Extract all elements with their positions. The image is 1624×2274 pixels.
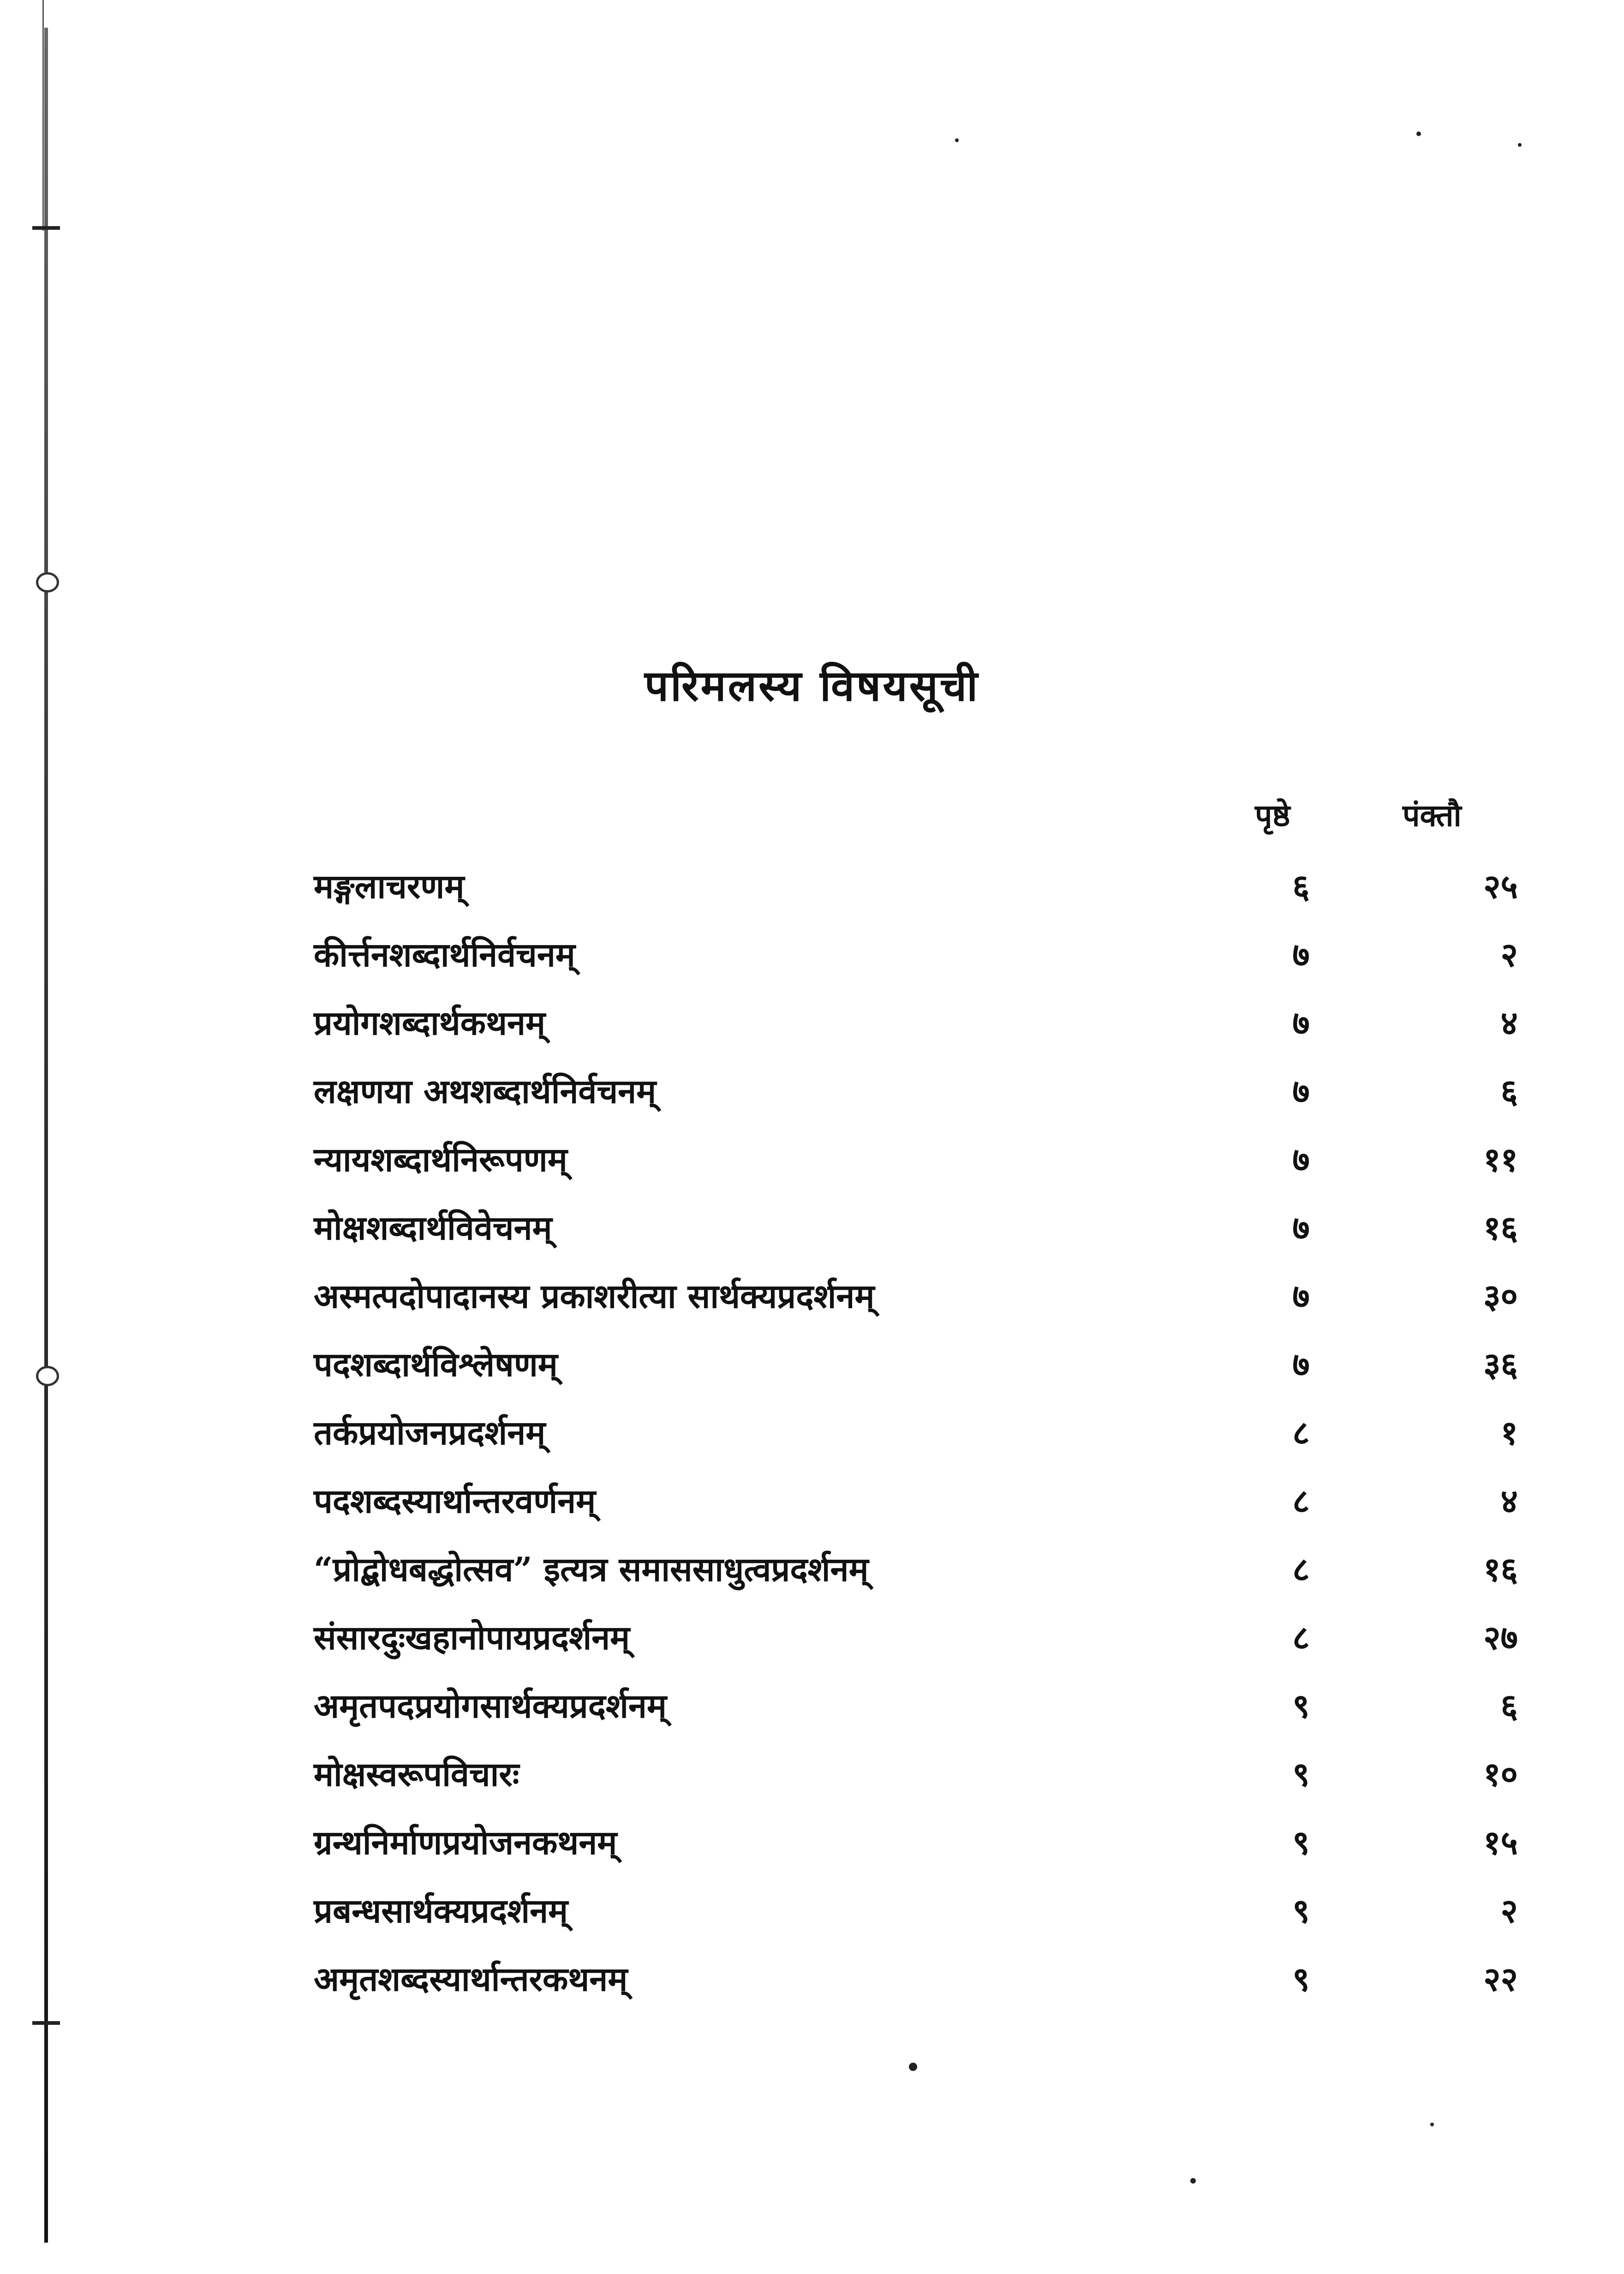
toc-page-number: ७ [1292, 1276, 1310, 1316]
toc-topic: संसारदुःखहानोपायप्रदर्शनम् [314, 1618, 630, 1657]
toc-page-number: ९ [1292, 1959, 1310, 1999]
page-column-header: पृष्ठे [1255, 797, 1290, 833]
toc-topic: प्रबन्धसार्थक्यप्रदर्शनम् [314, 1891, 568, 1930]
toc-page-number: ७ [1292, 935, 1310, 974]
toc-row [314, 1614, 1532, 1682]
toc-topic: ग्रन्थनिर्माणप्रयोजनकथनम् [314, 1823, 617, 1862]
toc-line-number: २ [1500, 1891, 1518, 1930]
binding-knot [36, 572, 59, 592]
scan-speck [955, 138, 959, 142]
binding-mark [32, 226, 60, 230]
toc-topic: अस्मत्पदोपादानस्य प्रकाशरीत्या सार्थक्यप्रदर्शनम् [314, 1276, 875, 1316]
toc-topic: अमृतपदप्रयोगसार्थक्यप्रदर्शनम् [314, 1686, 667, 1725]
toc-line-number: १६ [1483, 1208, 1518, 1247]
toc-page-number: ९ [1292, 1823, 1310, 1862]
binding-thread [44, 28, 48, 2243]
toc-row [314, 1956, 1532, 2024]
toc-topic: मोक्षशब्दार्थविवेचनम् [314, 1208, 552, 1247]
toc-topic: अमृतशब्दस्यार्थान्तरकथनम् [314, 1959, 628, 1999]
toc-line-number: २७ [1483, 1618, 1518, 1657]
toc-row [314, 1478, 1532, 1546]
toc-row [314, 931, 1532, 999]
toc-line-number: २५ [1483, 867, 1518, 906]
toc-page-number: ८ [1292, 1618, 1310, 1657]
toc-page-number: ७ [1292, 1208, 1310, 1247]
toc-page-number: ७ [1292, 1003, 1310, 1042]
binding-mark [32, 2021, 60, 2025]
scan-speck [909, 2063, 917, 2071]
toc-row [314, 1273, 1532, 1341]
toc-row [314, 1682, 1532, 1751]
toc-row [314, 1341, 1532, 1409]
toc-topic: लक्षणया अथशब्दार्थनिर्वचनम् [314, 1071, 657, 1111]
toc-row [314, 1546, 1532, 1614]
toc-topic: “प्रोद्बोधबद्धोत्सव” इत्यत्र समाससाधुत्वप्रदर्शनम् [314, 1550, 869, 1589]
toc-topic: कीर्त्तनशब्दार्थनिर्वचनम् [314, 935, 575, 974]
toc-page-number: ७ [1292, 1140, 1310, 1179]
scan-speck [1190, 2178, 1196, 2184]
toc-line-number: १ [1500, 1413, 1518, 1452]
toc-page-number: ७ [1292, 1071, 1310, 1111]
toc-row [314, 1068, 1532, 1136]
toc-page-number: ७ [1292, 1345, 1310, 1384]
toc-row [314, 1751, 1532, 1819]
toc-topic: न्यायशब्दार्थनिरूपणम् [314, 1140, 567, 1179]
toc-topic: मङ्गलाचरणम् [314, 867, 465, 906]
toc-line-number: ११ [1483, 1140, 1518, 1179]
toc-topic: मोक्षस्वरूपविचारः [314, 1754, 519, 1794]
toc-line-number: ३६ [1483, 1345, 1518, 1384]
toc-row [314, 1887, 1532, 1956]
toc-row [314, 1409, 1532, 1478]
toc-row [314, 863, 1532, 931]
toc-page-number: ८ [1292, 1550, 1310, 1589]
binding-knot [36, 1366, 59, 1386]
toc-page-number: ९ [1292, 1754, 1310, 1794]
toc-row [314, 999, 1532, 1068]
toc-line-number: १० [1483, 1754, 1518, 1794]
toc-line-number: ४ [1500, 1003, 1518, 1042]
scan-speck [1518, 143, 1522, 147]
toc-line-number: २२ [1483, 1959, 1518, 1999]
toc-line-number: १६ [1483, 1550, 1518, 1589]
toc-line-number: १५ [1483, 1823, 1518, 1862]
toc-line-number: ६ [1500, 1071, 1518, 1111]
toc-line-number: ३० [1483, 1276, 1518, 1316]
toc-page-number: ६ [1292, 867, 1310, 906]
line-column-header: पंक्तौ [1403, 797, 1462, 833]
toc-line-number: २ [1500, 935, 1518, 974]
toc-line-number: ४ [1500, 1481, 1518, 1520]
page-title: परिमलस्य विषयसूची [644, 661, 980, 711]
toc-topic: तर्कप्रयोजनप्रदर्शनम् [314, 1413, 546, 1452]
toc-page-number: ८ [1292, 1413, 1310, 1452]
binding-thread-top [42, 0, 44, 231]
toc-topic: पदशब्दार्थविश्लेषणम् [314, 1345, 558, 1384]
toc-page-number: ९ [1292, 1891, 1310, 1930]
table-of-contents [314, 863, 1532, 2024]
toc-line-number: ६ [1500, 1686, 1518, 1725]
toc-row [314, 1819, 1532, 1887]
scan-speck [1416, 132, 1421, 136]
toc-topic: पदशब्दस्यार्थान्तरवर्णनम् [314, 1481, 596, 1520]
scan-speck [1430, 2123, 1434, 2126]
toc-topic: प्रयोगशब्दार्थकथनम् [314, 1003, 546, 1042]
toc-page-number: ९ [1292, 1686, 1310, 1725]
toc-page-number: ८ [1292, 1481, 1310, 1520]
toc-row [314, 1136, 1532, 1204]
toc-row [314, 1204, 1532, 1273]
